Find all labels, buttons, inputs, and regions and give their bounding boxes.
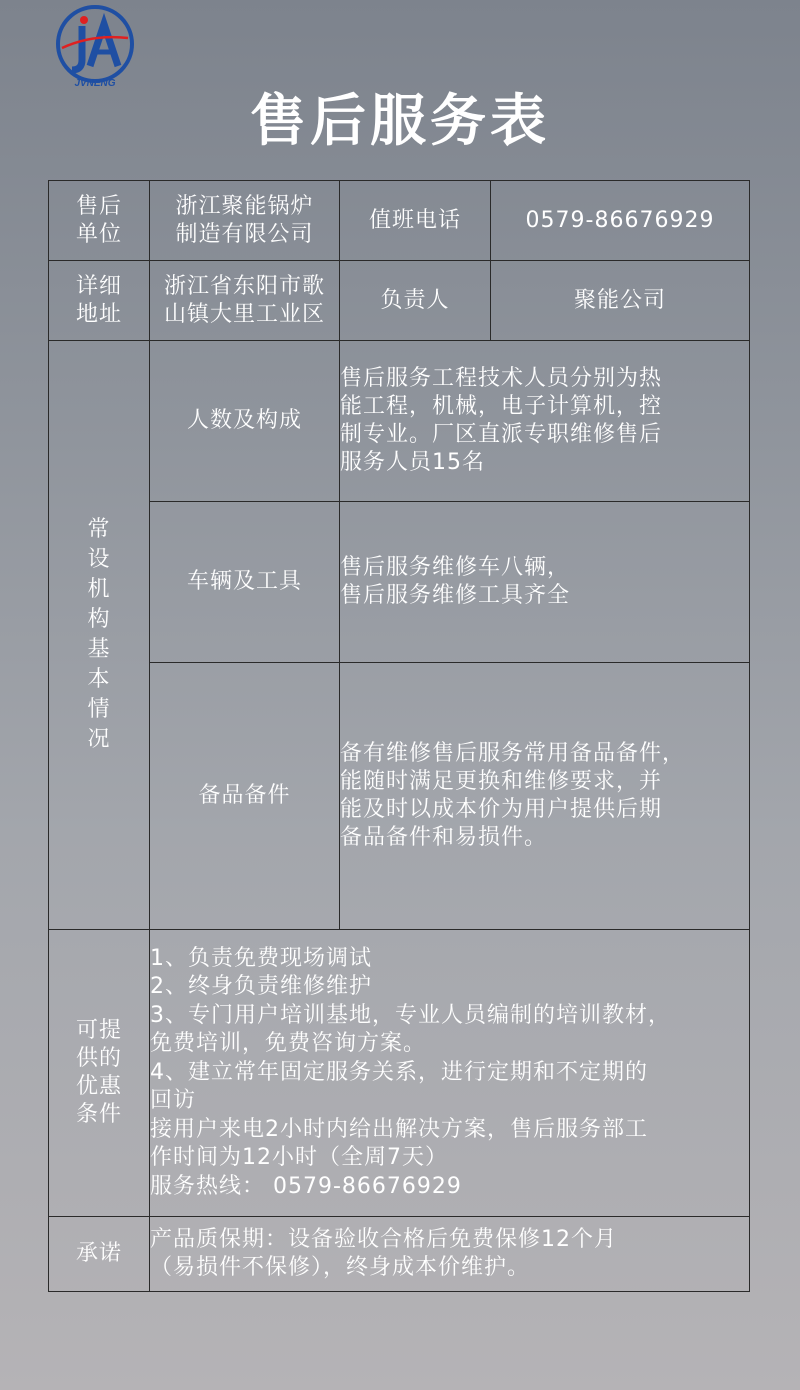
parts-description	[340, 663, 750, 930]
offer-label-line: 可提	[75, 1018, 122, 1043]
section-label-char: 设	[87, 547, 111, 572]
service-table	[48, 180, 750, 1292]
staff-label: 人数及构成	[150, 341, 340, 502]
table-row	[49, 261, 750, 341]
phone-value: 0579-86676929	[491, 181, 750, 261]
address-line2: 山镇大里工业区	[163, 301, 325, 327]
promise-line: （易损件不保修），终身成本价维护。	[150, 1255, 531, 1280]
section-label-char: 本	[87, 667, 111, 692]
offer-label-line: 条件	[75, 1102, 122, 1127]
company-line2: 制造有限公司	[175, 221, 314, 247]
parts-line: 备品备件和易损件。	[340, 825, 548, 850]
offer-line: 免费培训，免费咨询方案。	[150, 1031, 427, 1057]
promise-text	[150, 1217, 750, 1292]
parts-line: 能及时以成本价为用户提供后期	[340, 797, 663, 822]
vehicle-description	[340, 502, 750, 663]
page-title: 售后服务表	[250, 89, 550, 154]
vehicle-line: 售后服务维修车八辆，	[340, 555, 571, 580]
ja-logo-icon	[52, 4, 138, 90]
offer-line: 2、终身负责维修维护	[150, 974, 372, 1000]
vehicle-label: 车辆及工具	[150, 502, 340, 663]
address-label-line1: 详细	[75, 273, 122, 299]
hotline-line: 服务热线： 0579-86676929	[150, 1173, 462, 1199]
section-label-char: 机	[87, 577, 111, 602]
person-label: 负责人	[340, 261, 491, 341]
offer-line: 回访	[150, 1088, 197, 1114]
offer-label-line: 供的	[75, 1046, 122, 1071]
section-label-char: 构	[87, 607, 111, 632]
section-label-char: 况	[87, 727, 111, 752]
address-line1: 浙江省东阳市歌	[163, 273, 325, 299]
staff-line: 制专业。厂区直派专职维修售后	[340, 422, 663, 447]
offer-line: 1、负责免费现场调试	[150, 945, 372, 971]
table-row	[49, 341, 750, 502]
address-cell	[150, 261, 340, 341]
section-label-char: 常	[87, 517, 111, 542]
parts-line: 能随时满足更换和维修要求，并	[340, 769, 663, 794]
offer-line: 作时间为12小时（全周7天）	[150, 1145, 448, 1171]
person-value: 聚能公司	[491, 261, 750, 341]
logo-brand-text: JVNENG	[74, 78, 116, 89]
vehicle-line: 售后服务维修工具齐全	[340, 583, 571, 608]
address-label-cell	[49, 261, 150, 341]
unit-label-cell	[49, 181, 150, 261]
table-row	[49, 663, 750, 930]
promise-line: 产品质保期：设备验收合格后免费保修12个月	[150, 1227, 617, 1252]
section-label-cell	[49, 341, 150, 930]
company-logo	[52, 4, 138, 90]
section-label-char: 情	[87, 697, 111, 722]
offer-line: 4、建立常年固定服务关系，进行定期和不定期的	[150, 1059, 648, 1085]
staff-line: 服务人员15名	[340, 450, 485, 475]
table-row	[49, 502, 750, 663]
section-label-char: 基	[87, 637, 111, 662]
table-row	[49, 1217, 750, 1292]
parts-line: 备有维修售后服务常用备品备件，	[340, 741, 686, 766]
promise-label: 承诺	[49, 1217, 150, 1292]
staff-line: 售后服务工程技术人员分别为热	[340, 366, 663, 391]
table-row	[49, 930, 750, 1217]
company-cell	[150, 181, 340, 261]
table-row	[49, 181, 750, 261]
offer-line: 接用户来电2小时内给出解决方案，售后服务部工	[150, 1116, 648, 1142]
offer-list	[150, 930, 750, 1217]
offer-line: 3、专门用户培训基地，专业人员编制的培训教材，	[150, 1002, 671, 1028]
unit-label-line2: 单位	[75, 221, 122, 247]
phone-label: 值班电话	[340, 181, 491, 261]
address-label-line2: 地址	[75, 301, 122, 327]
offer-label-cell	[49, 930, 150, 1217]
offer-label-line: 优惠	[75, 1074, 122, 1099]
staff-line: 能工程，机械，电子计算机，控	[340, 394, 663, 419]
company-line1: 浙江聚能锅炉	[175, 193, 314, 219]
parts-label: 备品备件	[150, 663, 340, 930]
staff-description	[340, 341, 750, 502]
unit-label-line1: 售后	[75, 193, 122, 219]
